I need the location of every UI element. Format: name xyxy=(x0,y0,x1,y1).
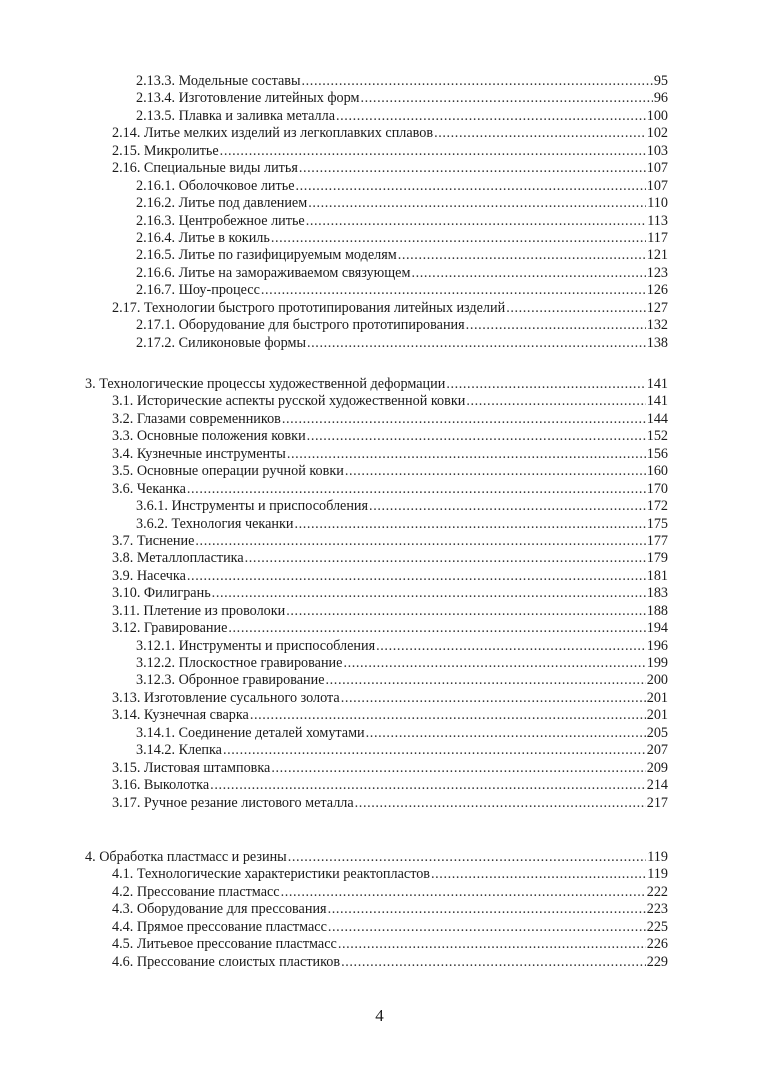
dot-leader xyxy=(187,481,646,498)
toc-entry-title: 2.16.5. Литье по газифицируемым моделям xyxy=(136,247,397,264)
toc-entry-page: 107 xyxy=(646,160,668,177)
toc-entry-page: 175 xyxy=(646,515,668,532)
dot-leader xyxy=(228,620,645,637)
toc-entry[interactable] xyxy=(85,498,668,515)
dot-leader xyxy=(338,936,646,953)
toc-entry[interactable] xyxy=(85,428,668,445)
toc-entry-page: 223 xyxy=(646,901,668,918)
toc-entry-page: 200 xyxy=(646,672,668,689)
toc-entry[interactable] xyxy=(85,446,668,463)
dot-leader xyxy=(376,638,646,655)
toc-entry-title: 4.4. Прямое прессование пластмасс xyxy=(112,918,327,935)
toc-entry-title: 2.17.2. Силиконовые формы xyxy=(136,334,306,351)
toc-entry[interactable] xyxy=(85,463,668,480)
dot-leader xyxy=(212,585,646,602)
toc-entry[interactable] xyxy=(85,335,668,352)
toc-entry[interactable] xyxy=(85,143,668,160)
dot-leader xyxy=(250,707,646,724)
toc-entry-page: 156 xyxy=(646,445,668,462)
toc-entry-page: 96 xyxy=(653,90,668,107)
toc-entry-title: 3.14.1. Соединение деталей хомутами xyxy=(136,724,365,741)
toc-entry-title: 3.16. Выколотка xyxy=(112,777,210,794)
dot-leader xyxy=(210,777,646,794)
toc-entry-page: 214 xyxy=(646,777,668,794)
toc-entry-page: 110 xyxy=(647,195,668,212)
toc-entry[interactable] xyxy=(85,213,668,230)
dot-leader xyxy=(287,446,646,463)
toc-section-2 xyxy=(85,73,668,352)
dot-leader xyxy=(282,411,646,428)
dot-leader xyxy=(271,760,645,777)
toc-entry-title: 2.15. Микролитье xyxy=(112,142,219,159)
toc-entry-title: 3.8. Металлопластика xyxy=(112,550,244,567)
toc-entry[interactable] xyxy=(85,725,668,742)
toc-entry[interactable] xyxy=(85,585,668,602)
toc-entry[interactable] xyxy=(85,195,668,212)
dot-leader xyxy=(345,463,646,480)
toc-entry-page: 107 xyxy=(646,177,668,194)
dot-leader xyxy=(369,498,646,515)
toc-entry-title: 2.16.4. Литье в кокиль xyxy=(136,229,270,246)
toc-entry[interactable] xyxy=(85,936,668,953)
toc-entry-page: 217 xyxy=(646,794,668,811)
dot-leader xyxy=(328,901,646,918)
toc-entry-title: 2.16.3. Центробежное литье xyxy=(136,212,305,229)
dot-leader xyxy=(328,919,646,936)
toc-entry-title: 4.5. Литьевое прессование пластмасс xyxy=(112,936,337,953)
toc-entry-title: 3.6. Чеканка xyxy=(112,480,186,497)
dot-leader xyxy=(288,849,647,866)
toc-entry[interactable] xyxy=(85,178,668,195)
toc-entry-page: 127 xyxy=(646,299,668,316)
dot-leader xyxy=(223,742,646,759)
toc-entry-page: 194 xyxy=(646,620,668,637)
toc-entry-page: 209 xyxy=(646,759,668,776)
toc-entry-page: 160 xyxy=(646,463,668,480)
toc-entry-title: 3.12.2. Плоскостное гравирование xyxy=(136,655,343,671)
toc-entry-title: 2.14. Литье мелких изделий из легкоплавких сплавов xyxy=(112,125,434,142)
toc-entry-page: 181 xyxy=(646,567,668,584)
toc-entry[interactable] xyxy=(85,90,668,107)
dot-leader xyxy=(466,393,645,410)
toc-entry-title: 3.1. Исторические аспекты русской художественной ковки xyxy=(112,393,466,410)
toc-entry[interactable] xyxy=(85,884,668,901)
toc-entry-title: 3.14.2. Клепка xyxy=(136,742,222,759)
toc-entry-page: 201 xyxy=(646,689,668,706)
dot-leader xyxy=(261,282,646,299)
toc-entry[interactable] xyxy=(85,620,668,637)
toc-entry-title: 3.15. Листовая штамповка xyxy=(112,759,271,776)
dot-leader xyxy=(307,428,646,445)
toc-entry-title: 4.6. Прессование слоистых пластиков xyxy=(112,953,341,970)
toc-entry-title: 3. Технологические процессы художественной деформации xyxy=(85,376,446,392)
dot-leader xyxy=(326,672,646,689)
toc-entry[interactable] xyxy=(85,919,668,936)
toc-entry[interactable] xyxy=(85,300,668,317)
toc-entry[interactable] xyxy=(85,108,668,125)
dot-leader xyxy=(341,954,646,971)
toc-entry-page: 144 xyxy=(646,410,668,427)
dot-leader xyxy=(302,73,653,90)
toc-entry-title: 3.2. Глазами современников xyxy=(112,410,281,427)
toc-entry[interactable] xyxy=(85,568,668,585)
toc-entry-title: 4.2. Прессование пластмасс xyxy=(112,883,280,900)
toc-entry-title: 2.16.1. Оболочковое литье xyxy=(136,177,295,194)
toc-entry-page: 226 xyxy=(646,936,668,953)
toc-entry-page: 113 xyxy=(647,212,668,229)
toc-entry[interactable] xyxy=(85,742,668,759)
dot-leader xyxy=(434,125,646,142)
dot-leader xyxy=(281,884,646,901)
toc-entry-page: 222 xyxy=(646,883,668,900)
dot-leader xyxy=(336,108,646,125)
toc-entry-title: 3.9. Насечка xyxy=(112,567,186,584)
dot-leader xyxy=(294,516,645,533)
dot-leader xyxy=(220,143,646,160)
toc-entry[interactable] xyxy=(85,777,668,794)
toc-entry[interactable] xyxy=(85,516,668,533)
toc-entry-page: 103 xyxy=(646,142,668,159)
dot-leader xyxy=(341,690,646,707)
toc-entry-title: 3.14. Кузнечная сварка xyxy=(112,707,249,724)
toc-entry-page: 177 xyxy=(646,532,668,549)
toc-entry-title: 2.16. Специальные виды литья xyxy=(112,160,298,177)
toc-entry-page: 100 xyxy=(646,107,668,124)
toc-entry[interactable] xyxy=(85,282,668,299)
toc-entry-page: 138 xyxy=(646,334,668,351)
dot-leader xyxy=(466,317,646,334)
toc-entry-title: 3.6.1. Инструменты и приспособления xyxy=(136,498,369,515)
toc-entry-title: 2.16.7. Шоу-процесс xyxy=(136,282,260,299)
toc-entry[interactable] xyxy=(85,690,668,707)
toc-entry-page: 102 xyxy=(646,125,668,142)
page-number: 4 xyxy=(375,1006,384,1025)
dot-leader xyxy=(411,265,645,282)
dot-leader xyxy=(195,533,645,550)
toc-entry-page: 188 xyxy=(646,602,668,619)
toc-entry[interactable] xyxy=(85,672,668,689)
toc-entry[interactable] xyxy=(85,411,668,428)
toc-entry-page: 126 xyxy=(646,282,668,299)
toc-entry-title: 2.17.1. Оборудование для быстрого прототипирования xyxy=(136,317,465,334)
toc-entry-page: 199 xyxy=(646,655,668,671)
toc-entry-page: 196 xyxy=(646,637,668,654)
toc-section-3 xyxy=(85,376,668,812)
toc-entry-title: 2.16.6. Литье на замораживаемом связующем xyxy=(136,264,411,281)
toc-entry-title: 3.12.3. Обронное гравирование xyxy=(136,672,325,689)
dot-leader xyxy=(431,866,646,883)
toc-entry-page: 179 xyxy=(646,550,668,567)
toc-entry-title: 2.13.4. Изготовление литейных форм xyxy=(136,90,360,107)
dot-leader xyxy=(306,213,647,230)
dot-leader xyxy=(446,376,645,393)
toc-entry[interactable] xyxy=(85,760,668,777)
toc-entry[interactable] xyxy=(85,795,668,812)
dot-leader xyxy=(355,795,646,812)
dot-leader xyxy=(286,603,645,620)
toc-entry-title: 2.13.5. Плавка и заливка металла xyxy=(136,107,335,124)
toc-entry-page: 205 xyxy=(646,724,668,741)
dot-leader xyxy=(506,300,646,317)
toc-section-4 xyxy=(85,849,668,971)
dot-leader xyxy=(296,178,646,195)
toc-entry-page: 201 xyxy=(646,707,668,724)
toc-entry-title: 3.17. Ручное резание листового металла xyxy=(112,794,354,811)
toc-entry[interactable] xyxy=(85,265,668,282)
toc-entry[interactable] xyxy=(85,550,668,567)
toc-entry-title: 2.17. Технологии быстрого прототипирования литейных изделий xyxy=(112,299,506,316)
toc-entry-page: 225 xyxy=(646,918,668,935)
toc-entry[interactable] xyxy=(85,481,668,498)
toc-entry-page: 121 xyxy=(646,247,668,264)
toc-entry-page: 132 xyxy=(646,317,668,334)
toc-entry-title: 3.6.2. Технология чеканки xyxy=(136,515,294,532)
dot-leader xyxy=(343,655,645,672)
toc-entry-page: 117 xyxy=(647,229,668,246)
toc-entry[interactable] xyxy=(85,866,668,883)
toc-entry-title: 3.10. Филигрань xyxy=(112,585,211,602)
toc-entry[interactable] xyxy=(85,901,668,918)
toc-entry-page: 141 xyxy=(646,393,668,410)
toc-entry[interactable] xyxy=(85,603,668,620)
toc-entry[interactable] xyxy=(85,954,668,971)
toc-entry-title: 4. Обработка пластмасс и резины xyxy=(85,849,287,865)
dot-leader xyxy=(398,247,646,264)
toc-entry-page: 207 xyxy=(646,742,668,759)
toc-entry-page: 95 xyxy=(653,73,668,89)
toc-entry[interactable] xyxy=(85,655,668,672)
toc-entry[interactable] xyxy=(85,376,668,393)
toc-entry-title: 3.7. Тиснение xyxy=(112,532,195,549)
toc-entry-page: 170 xyxy=(646,480,668,497)
toc-entry-title: 3.12.1. Инструменты и приспособления xyxy=(136,637,376,654)
toc-entry-page: 119 xyxy=(647,849,668,865)
toc-entry-page: 123 xyxy=(646,264,668,281)
toc-entry-page: 172 xyxy=(646,498,668,515)
toc-entry-title: 2.13.3. Модельные составы xyxy=(136,73,301,89)
dot-leader xyxy=(307,335,646,352)
dot-leader xyxy=(245,550,646,567)
dot-leader xyxy=(299,160,646,177)
toc-entry-page: 152 xyxy=(646,428,668,445)
toc-entry[interactable] xyxy=(85,638,668,655)
toc-entry-title: 4.1. Технологические характеристики реактопластов xyxy=(112,866,431,883)
toc-entry-page: 119 xyxy=(647,866,668,883)
toc-entry-title: 3.13. Изготовление сусального золота xyxy=(112,689,340,706)
dot-leader xyxy=(360,90,652,107)
toc-entry-page: 183 xyxy=(646,585,668,602)
toc-entry[interactable] xyxy=(85,125,668,142)
toc-entry[interactable] xyxy=(85,393,668,410)
toc-entry-title: 3.3. Основные положения ковки xyxy=(112,428,306,445)
toc-entry-title: 3.12. Гравирование xyxy=(112,620,228,637)
dot-leader xyxy=(366,725,646,742)
dot-leader xyxy=(308,195,646,212)
toc-entry-title: 3.5. Основные операции ручной ковки xyxy=(112,463,344,480)
toc-entry[interactable] xyxy=(85,533,668,550)
dot-leader xyxy=(187,568,646,585)
toc-entry-page: 141 xyxy=(646,376,668,392)
toc-entry[interactable] xyxy=(85,247,668,264)
toc-entry[interactable] xyxy=(85,73,668,90)
toc-entry-title: 4.3. Оборудование для прессования xyxy=(112,901,327,918)
toc-entry[interactable] xyxy=(85,230,668,247)
toc-entry-title: 3.4. Кузнечные инструменты xyxy=(112,445,286,462)
dot-leader xyxy=(271,230,646,247)
toc-entry[interactable] xyxy=(85,317,668,334)
toc-entry-title: 3.11. Плетение из проволоки xyxy=(112,602,286,619)
toc-entry[interactable] xyxy=(85,707,668,724)
toc-entry-title: 2.16.2. Литье под давлением xyxy=(136,195,308,212)
toc-entry[interactable] xyxy=(85,849,668,866)
toc-entry[interactable] xyxy=(85,160,668,177)
toc-entry-page: 229 xyxy=(646,953,668,970)
